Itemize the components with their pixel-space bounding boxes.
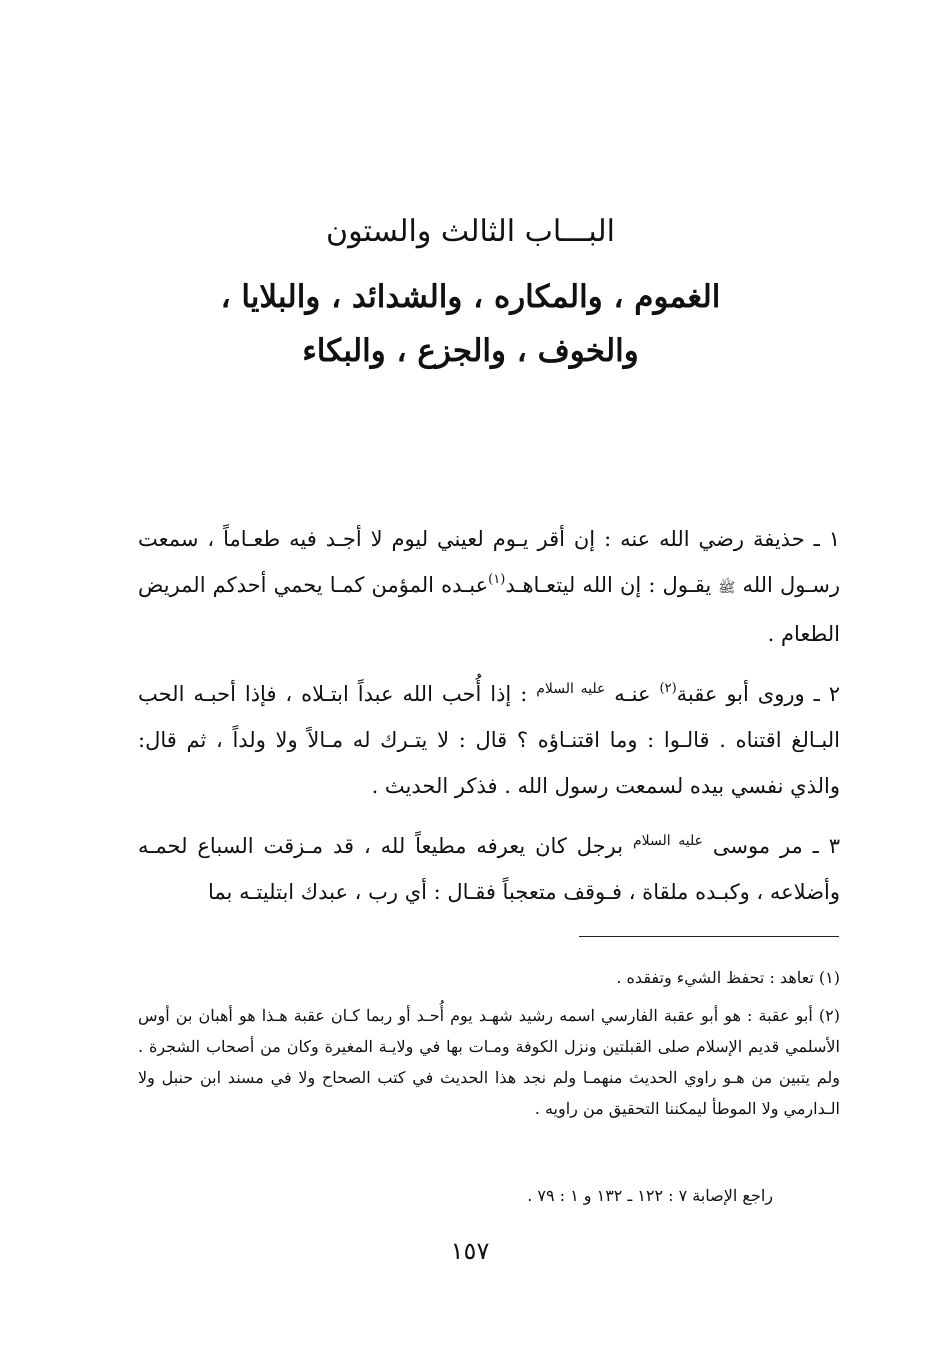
honorific-mark: عليه السلام <box>536 681 606 697</box>
paragraph-2 <box>138 666 840 809</box>
footnote-2 <box>138 1000 840 1124</box>
chapter-title-line-2: والخوف ، والجزع ، والبكاء <box>302 333 639 369</box>
paragraph-2-text-middle: عنـه <box>605 682 660 706</box>
paragraph-2-text-end: : إذا أُحب الله عبداً ابتـلاه ، فإذا أحبـه الحب البـالغ اقتناه . قالـوا : وما اقتنـاؤه ؟ قال : لا يتـرك له مـالاً ولا ولداً ، ثم قال: والذي نفسي بيده لسمعت رسول الله . فذكر الحديث . <box>138 682 840 798</box>
page-number: ١٥٧ <box>450 1237 490 1265</box>
paragraph-1-text-end: عبـده المؤمن كمـا يحمي أحدكم المريض الطعام . <box>138 573 840 646</box>
paragraph-3-text-end: برجل كان يعرفه مطيعاً لله ، قد مـزقت السباع لحمـه وأضلاعه ، وكبـده ملقاة ، فـوقف متعجباً فقـال : أي رب ، عبدك ابتليتـه بما <box>138 834 840 904</box>
paragraph-3 <box>138 818 840 915</box>
footnote-reference-1: (١) <box>488 572 506 587</box>
footnote-1-marker: (١) <box>818 968 840 987</box>
honorific-mark: ﷺ <box>718 580 736 596</box>
honorific-mark: عليه السلام <box>632 833 704 849</box>
chapter-number-heading: البـــاب الثالث والستون <box>326 214 615 249</box>
paragraph-1 <box>138 516 840 657</box>
chapter-title-line-1: الغموم ، والمكاره ، والشدائد ، والبلايا ، <box>220 279 721 315</box>
footnote-1 <box>138 962 840 993</box>
footnote-1-text: تعاهد : تحفظ الشيء وتفقده . <box>616 968 819 987</box>
paragraph-3-text-start: ٣ ـ مر موسى <box>703 834 840 858</box>
footnote-2-source-reference: راجع الإصابة ٧ : ١٢٢ ـ ١٣٢ و ١ : ٧٩ . <box>527 1186 773 1205</box>
footnote-separator <box>579 936 839 937</box>
footnote-reference-2: (٢) <box>659 681 677 696</box>
footnote-2-marker: (٢) <box>818 1006 841 1025</box>
paragraph-1-text-middle: يقـول : إن الله ليتعـاهـد <box>505 573 719 597</box>
paragraph-2-text-start: ٢ ـ وروى أبو عقبة <box>676 682 840 706</box>
footnote-2-text: أبو عقبة : هو أبو عقبة الفارسي اسمه رشيد شهـد يوم أُحـد أو ربما كـان عقبة هـذا هو أهبان بن أوس الأسلمي قديم الإسلام صلى القبلتين ونزل الكوفة ومـات بها في ولايـة المغيرة وكان من أصحاب الشجرة . ولم يتبين من هـو راوي الحديث منهمـا ولم نجد هذا الحديث في كتب الصحاح ولا في مسند ابن حنبل ولا الـدارمي ولا الموطأ ليمكننا التحقيق من راويه . <box>138 1006 840 1118</box>
paragraph-1-text-start: ١ ـ حذيفة رضي الله عنه : إن أقر يـوم لعيني ليوم لا أجـد فيه طعـاماً ، سمعت رسـول الله <box>138 527 840 597</box>
